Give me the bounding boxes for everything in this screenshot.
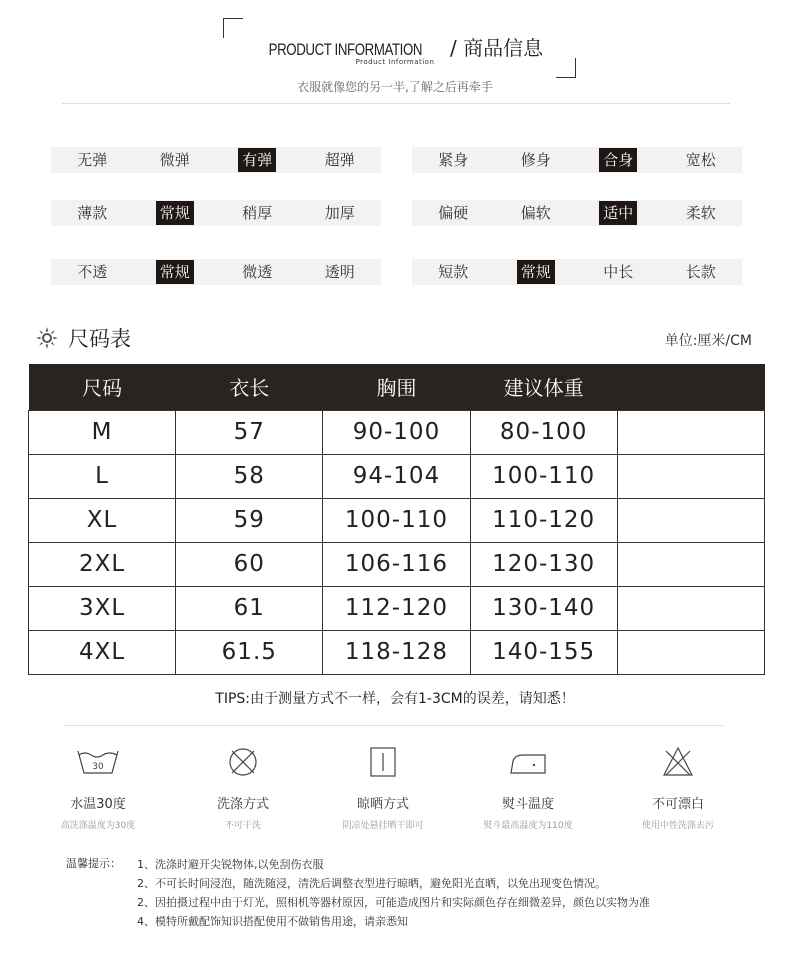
table-cell: L <box>29 454 176 498</box>
attr-option: 修身 <box>520 151 551 169</box>
header-cell <box>617 364 764 410</box>
attr-option-selected: 常规 <box>134 260 217 284</box>
table-cell: 61.5 <box>176 630 323 674</box>
note-item: 1、洗涤时避开尖锐物体,以免刮伤衣服 <box>137 858 324 871</box>
note-item: 2、不可长时间浸泡，随洗随浸，清洗后调整衣型进行晾晒，避免阳光直晒，以免出现变色情况。 <box>137 877 606 890</box>
attr-row-elasticity <box>51 147 381 173</box>
table-cell: XL <box>29 498 176 542</box>
care-item-ironing <box>458 745 598 831</box>
care-desc: 不可干洗 <box>224 821 261 831</box>
attr-option: 长款 <box>685 263 716 281</box>
svg-text:30: 30 <box>92 762 104 772</box>
attr-option: 短款 <box>438 263 469 281</box>
table-cell: 3XL <box>29 586 176 630</box>
attr-option: 透明 <box>324 263 355 281</box>
table-cell <box>617 542 764 586</box>
care-desc: 熨斗最高温度为110度 <box>483 821 573 831</box>
table-cell <box>617 498 764 542</box>
attr-option: 偏硬 <box>438 204 469 222</box>
attr-option: 无弹 <box>77 151 108 169</box>
table-cell: 118-128 <box>323 630 470 674</box>
attr-option: 微透 <box>242 263 273 281</box>
size-chart-heading <box>36 323 131 353</box>
care-item-bleach <box>608 745 748 831</box>
attr-option-selected: 常规 <box>495 260 578 284</box>
wash-30-icon <box>73 745 123 779</box>
no-dry-clean-icon <box>218 745 268 779</box>
care-item-drying <box>313 745 453 831</box>
table-cell <box>617 630 764 674</box>
table-cell: M <box>29 410 176 454</box>
attr-row-thickness <box>51 200 381 226</box>
care-desc: 高洗涤温度为30度 <box>60 821 136 831</box>
attr-row-softness <box>412 200 742 226</box>
title-separator: / <box>443 36 464 60</box>
table-cell: 61 <box>176 586 323 630</box>
table-cell: 106-116 <box>323 542 470 586</box>
attr-option: 紧身 <box>438 151 469 169</box>
attr-option: 柔软 <box>685 204 716 222</box>
table-row <box>29 454 765 498</box>
table-cell: 58 <box>176 454 323 498</box>
table-row <box>29 586 765 630</box>
table-cell: 112-120 <box>323 586 470 630</box>
header-cell: 衣长 <box>176 364 323 410</box>
care-title: 晾晒方式 <box>356 797 409 812</box>
attr-option: 超弹 <box>324 151 355 169</box>
tips-divider <box>64 725 724 726</box>
title-en: PRODUCT INFORMATION <box>268 40 422 59</box>
iron-icon <box>503 745 553 779</box>
attr-row-length <box>412 259 742 285</box>
table-cell: 59 <box>176 498 323 542</box>
attr-option: 稍厚 <box>242 204 273 222</box>
table-row <box>29 542 765 586</box>
table-cell: 140-155 <box>470 630 617 674</box>
line-dry-icon <box>358 745 408 779</box>
note-item: 2、因拍摄过程中由于灯光，照相机等器材原因，可能造成图片和实际颜色存在细微差异，颜色以实物为准 <box>137 896 650 909</box>
attr-row-transparency <box>51 259 381 285</box>
care-title: 洗涤方式 <box>216 797 269 812</box>
tagline: 衣服就像您的另一半,了解之后再牵手 <box>297 80 493 94</box>
size-chart-title: 尺码表 <box>68 327 131 351</box>
size-table-header <box>29 364 765 410</box>
title-cn: 商品信息 <box>463 36 544 60</box>
header-cell: 建议体重 <box>470 364 617 410</box>
attr-option: 中长 <box>603 263 634 281</box>
table-cell <box>617 410 764 454</box>
size-unit: 单位:厘米/CM <box>664 333 752 349</box>
attr-option-selected: 常规 <box>134 201 217 225</box>
attr-option: 微弹 <box>159 151 190 169</box>
care-title: 水温30度 <box>70 797 126 812</box>
attr-option: 宽松 <box>685 151 716 169</box>
attr-option-selected: 有弹 <box>216 148 299 172</box>
table-cell: 100-110 <box>323 498 470 542</box>
no-bleach-icon <box>653 745 703 779</box>
attr-option: 不透 <box>77 263 108 281</box>
notes-list <box>137 855 650 931</box>
table-row <box>29 498 765 542</box>
table-row <box>29 410 765 454</box>
attr-row-fit <box>412 147 742 173</box>
page-title <box>0 32 790 61</box>
attr-option: 加厚 <box>324 204 355 222</box>
care-item-washing-method <box>173 745 313 831</box>
care-item-wash <box>28 745 168 831</box>
table-cell: 80-100 <box>470 410 617 454</box>
size-table <box>28 364 765 675</box>
table-cell: 90-100 <box>323 410 470 454</box>
care-title: 不可漂白 <box>651 797 704 812</box>
table-cell: 2XL <box>29 542 176 586</box>
sun-icon <box>36 327 58 349</box>
note-item: 4、模特所戴配饰知识搭配使用不做销售用途，请亲悉知 <box>137 915 408 928</box>
size-tips: TIPS:由于测量方式不一样，会有1-3CM的误差，请知悉！ <box>215 691 575 707</box>
table-cell <box>617 586 764 630</box>
table-cell: 130-140 <box>470 586 617 630</box>
table-cell: 60 <box>176 542 323 586</box>
header-cell: 尺码 <box>29 364 176 410</box>
care-title: 熨斗温度 <box>501 797 554 812</box>
attr-option-selected: 适中 <box>577 201 660 225</box>
table-cell: 4XL <box>29 630 176 674</box>
table-cell: 94-104 <box>323 454 470 498</box>
care-desc: 使用中性洗涤去污 <box>641 821 714 831</box>
title-subtitle: Product Information <box>355 58 435 66</box>
table-cell <box>617 454 764 498</box>
table-cell: 110-120 <box>470 498 617 542</box>
table-cell: 100-110 <box>470 454 617 498</box>
attr-option: 薄款 <box>77 204 108 222</box>
table-cell: 57 <box>176 410 323 454</box>
attr-option-selected: 合身 <box>577 148 660 172</box>
table-row <box>29 630 765 674</box>
table-cell: 120-130 <box>470 542 617 586</box>
notes-label: 温馨提示： <box>66 857 121 870</box>
header-divider <box>62 103 730 104</box>
attr-option: 偏软 <box>520 204 551 222</box>
care-desc: 阴凉处悬挂晒干即可 <box>342 821 424 831</box>
header-cell: 胸围 <box>323 364 470 410</box>
